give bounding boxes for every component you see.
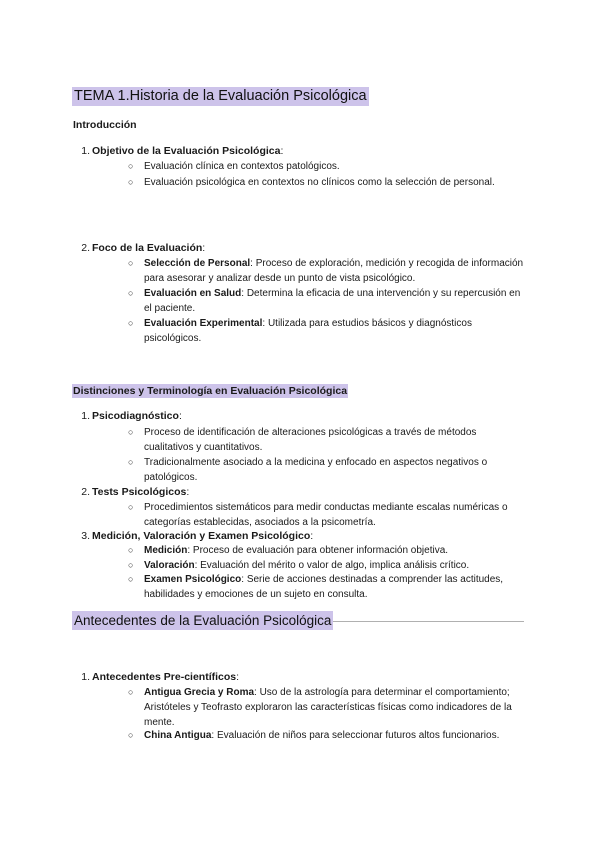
page-title: TEMA 1.Historia de la Evaluación Psicológica	[74, 88, 367, 104]
list-item: ○ Evaluación psicológica en contextos no clínicos como la selección de personal.	[128, 177, 495, 188]
list-item: ○ Antigua Grecia y Roma: Uso de la astrología para determinar el comportamiento; Aristóteles y Teofrasto exploraron las características físicas como indicadores de la mente.	[128, 687, 512, 728]
list-item: ○ Procedimientos sistemáticos para medir conductas mediante escalas numéricas o categorías establecidas, asociados a la psicometría.	[128, 502, 508, 528]
list-item: ○ Medición: Proceso de evaluación para obtener información objetiva.	[128, 545, 449, 556]
bullet-icon: ○	[128, 177, 134, 187]
bullet-icon: ○	[128, 288, 134, 298]
list-item: ○ Proceso de identificación de alteraciones psicológicas a través de métodos cualitativos y cuantitativos.	[128, 427, 477, 453]
bullet-icon: ○	[128, 687, 134, 697]
list-item: ○ Selección de Personal: Proceso de exploración, medición y recogida de información para asesorar y analizar desde un punto de vista psicológico.	[128, 258, 524, 284]
section-heading-introduccion: Introducción	[73, 119, 137, 131]
bullet-icon: ○	[128, 574, 134, 584]
bullet-icon: ○	[128, 161, 134, 171]
section-heading-distinciones: Distinciones y Terminología en Evaluación Psicológica	[73, 385, 348, 397]
bullet-icon: ○	[128, 427, 134, 437]
bullet-icon: ○	[128, 730, 134, 740]
section-heading-antecedentes: Antecedentes de la Evaluación Psicológica	[74, 613, 332, 628]
list-item: ○ Valoración: Evaluación del mérito o valor de algo, implica análisis crítico.	[128, 560, 470, 571]
bullet-icon: ○	[128, 318, 134, 328]
list-item: ○ Examen Psicológico: Serie de acciones destinadas a comprender las actitudes, habilidades y emociones de un sujeto en consulta.	[128, 574, 504, 600]
list-item: ○ Evaluación en Salud: Determina la eficacia de una intervención y su repercusión en el paciente.	[128, 288, 521, 314]
list-item: ○ Tradicionalmente asociado a la medicina y enfocado en aspectos negativos o patológicos.	[128, 457, 488, 483]
bullet-icon: ○	[128, 560, 134, 570]
bullet-icon: ○	[128, 545, 134, 555]
bullet-icon: ○	[128, 258, 134, 268]
list-item: ○ Evaluación Experimental: Utilizada para estudios básicos y diagnósticos psicológicos.	[128, 318, 472, 344]
list-item: ○ China Antigua: Evaluación de niños para seleccionar futuros altos funcionarios.	[128, 730, 500, 741]
bullet-icon: ○	[128, 457, 134, 467]
bullet-icon: ○	[128, 502, 134, 512]
list-item: ○ Evaluación clínica en contextos patológicos.	[128, 161, 340, 172]
